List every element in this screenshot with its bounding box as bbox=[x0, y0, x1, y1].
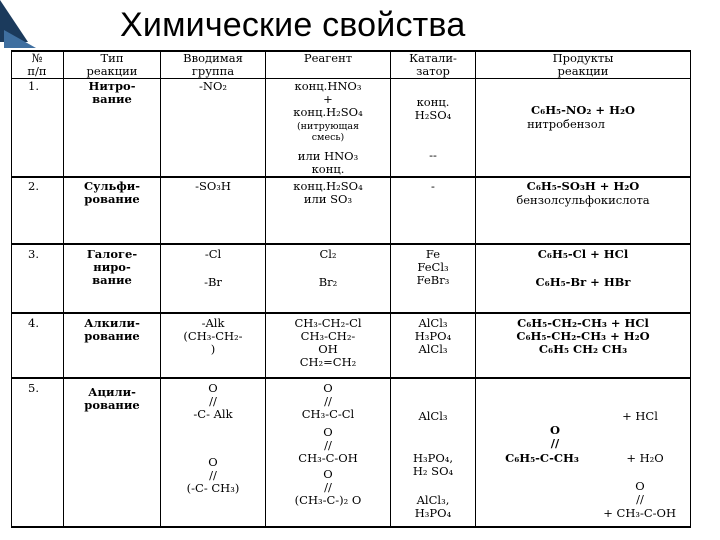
row1-reagent-mix: конц.HNO₃ + конц.H₂SO₄ bbox=[293, 79, 363, 119]
row-divider bbox=[11, 243, 691, 245]
row1-catalyst-alt: -- bbox=[429, 148, 437, 162]
row5-product-water: + H₂O bbox=[626, 451, 664, 465]
row3-catalyst: Fe FeCl₃ FeBr₃ bbox=[416, 247, 450, 287]
row4-type: Алкили- рование bbox=[84, 316, 140, 343]
row3-group-br: -Br bbox=[204, 275, 222, 289]
row5-product-hcl: + HCl bbox=[622, 409, 658, 423]
row3-reagent-br: Br₂ bbox=[318, 275, 338, 289]
header-type: Тип реакции bbox=[86, 51, 138, 78]
row5-group-alk: O // -C- Alk bbox=[193, 381, 233, 421]
row2-reagent: конц.H₂SO₄ или SO₃ bbox=[293, 179, 363, 206]
row4-group: -Alk (CH₃-CH₂- ) bbox=[183, 316, 243, 356]
col-divider bbox=[63, 50, 64, 528]
row5-group-acetyl: O // (-C- CH₃) bbox=[186, 455, 240, 495]
row5-catalyst-3: AlCl₃, H₃PO₄ bbox=[414, 493, 452, 520]
row5-catalyst-2: H₃PO₄, H₂ SO₄ bbox=[412, 451, 454, 478]
corner-decoration bbox=[0, 0, 44, 50]
row5-product-acid-oxo: O // bbox=[635, 479, 645, 506]
row5-type: Ацили- рование bbox=[84, 385, 140, 412]
row2-type: Сульфи- рование bbox=[83, 179, 141, 206]
table-border-bottom bbox=[11, 526, 691, 528]
row5-product-acetic-acid: + CH₃-C-OH bbox=[603, 506, 676, 520]
row5-reagent-chloride: O // CH₃-C-Cl bbox=[301, 381, 355, 421]
header-group: Вводимая группа bbox=[183, 51, 243, 78]
row1-num: 1. bbox=[28, 79, 39, 93]
row2-product-name: бензолсульфокислота bbox=[516, 193, 650, 207]
row2-catalyst: - bbox=[431, 179, 435, 193]
row3-num: 3. bbox=[28, 247, 39, 261]
header-catalyst: Катали- затор bbox=[409, 51, 457, 78]
row4-reagent: CH₃-CH₂-Cl CH₃-CH₂- OH CH₂=CH₂ bbox=[294, 316, 362, 369]
row1-group: -NO₂ bbox=[199, 79, 227, 93]
table-border-left bbox=[11, 50, 12, 528]
row2-num: 2. bbox=[28, 179, 39, 193]
row5-reagent-anhydride: O // (CH₃-C-)₂ O bbox=[294, 467, 362, 507]
header-reagent: Реагент bbox=[303, 51, 353, 65]
row1-catalyst: конц. H₂SO₄ bbox=[414, 95, 452, 122]
row5-product-ketone: C₆H₅-C-CH₃ bbox=[505, 451, 579, 465]
row1-reagent-alt: или HNO₃ конц. bbox=[297, 149, 359, 176]
row3-type: Галоге- ниро- вание bbox=[86, 247, 138, 287]
row5-catalyst-1: AlCl₃ bbox=[418, 409, 448, 423]
row3-product-br: C₆H₅-Br + HBr bbox=[535, 275, 631, 289]
row2-product: C₆H₅-SO₃H + H₂O bbox=[526, 179, 640, 193]
row5-product-oxo: O // bbox=[549, 423, 561, 450]
table-border-right bbox=[690, 50, 691, 528]
row3-group-cl: -Cl bbox=[204, 247, 222, 261]
row3-product-cl: C₆H₅-Cl + HCl bbox=[537, 247, 629, 261]
row3-reagent-cl: Cl₂ bbox=[319, 247, 337, 261]
row1-reagent-note: (нитрующая смесь) bbox=[296, 121, 360, 143]
row1-product-name: нитробензол bbox=[527, 117, 605, 131]
row4-catalyst: AlCl₃ H₃PO₄ AlCl₃ bbox=[414, 316, 452, 356]
page-title: Химические свойства bbox=[120, 6, 466, 44]
row4-num: 4. bbox=[28, 316, 39, 330]
row5-reagent-acid: O // CH₃-C-OH bbox=[298, 425, 358, 465]
row-divider bbox=[11, 377, 691, 379]
row4-product: C₆H₅-CH₂-CH₃ + HCl C₆H₅-CH₂-CH₃ + H₂O C₆H₅ CH₂ CH₃ bbox=[516, 316, 650, 356]
header-products: Продукты реакции bbox=[552, 51, 614, 78]
row-divider bbox=[11, 312, 691, 314]
row1-type: Нитро- вание bbox=[88, 79, 136, 106]
row2-group: -SO₃H bbox=[195, 179, 231, 193]
row1-product: C₆H₅-NO₂ + H₂O bbox=[531, 103, 635, 117]
row-divider bbox=[11, 176, 691, 178]
header-num: № п/п bbox=[27, 51, 47, 78]
row5-num: 5. bbox=[28, 381, 39, 395]
